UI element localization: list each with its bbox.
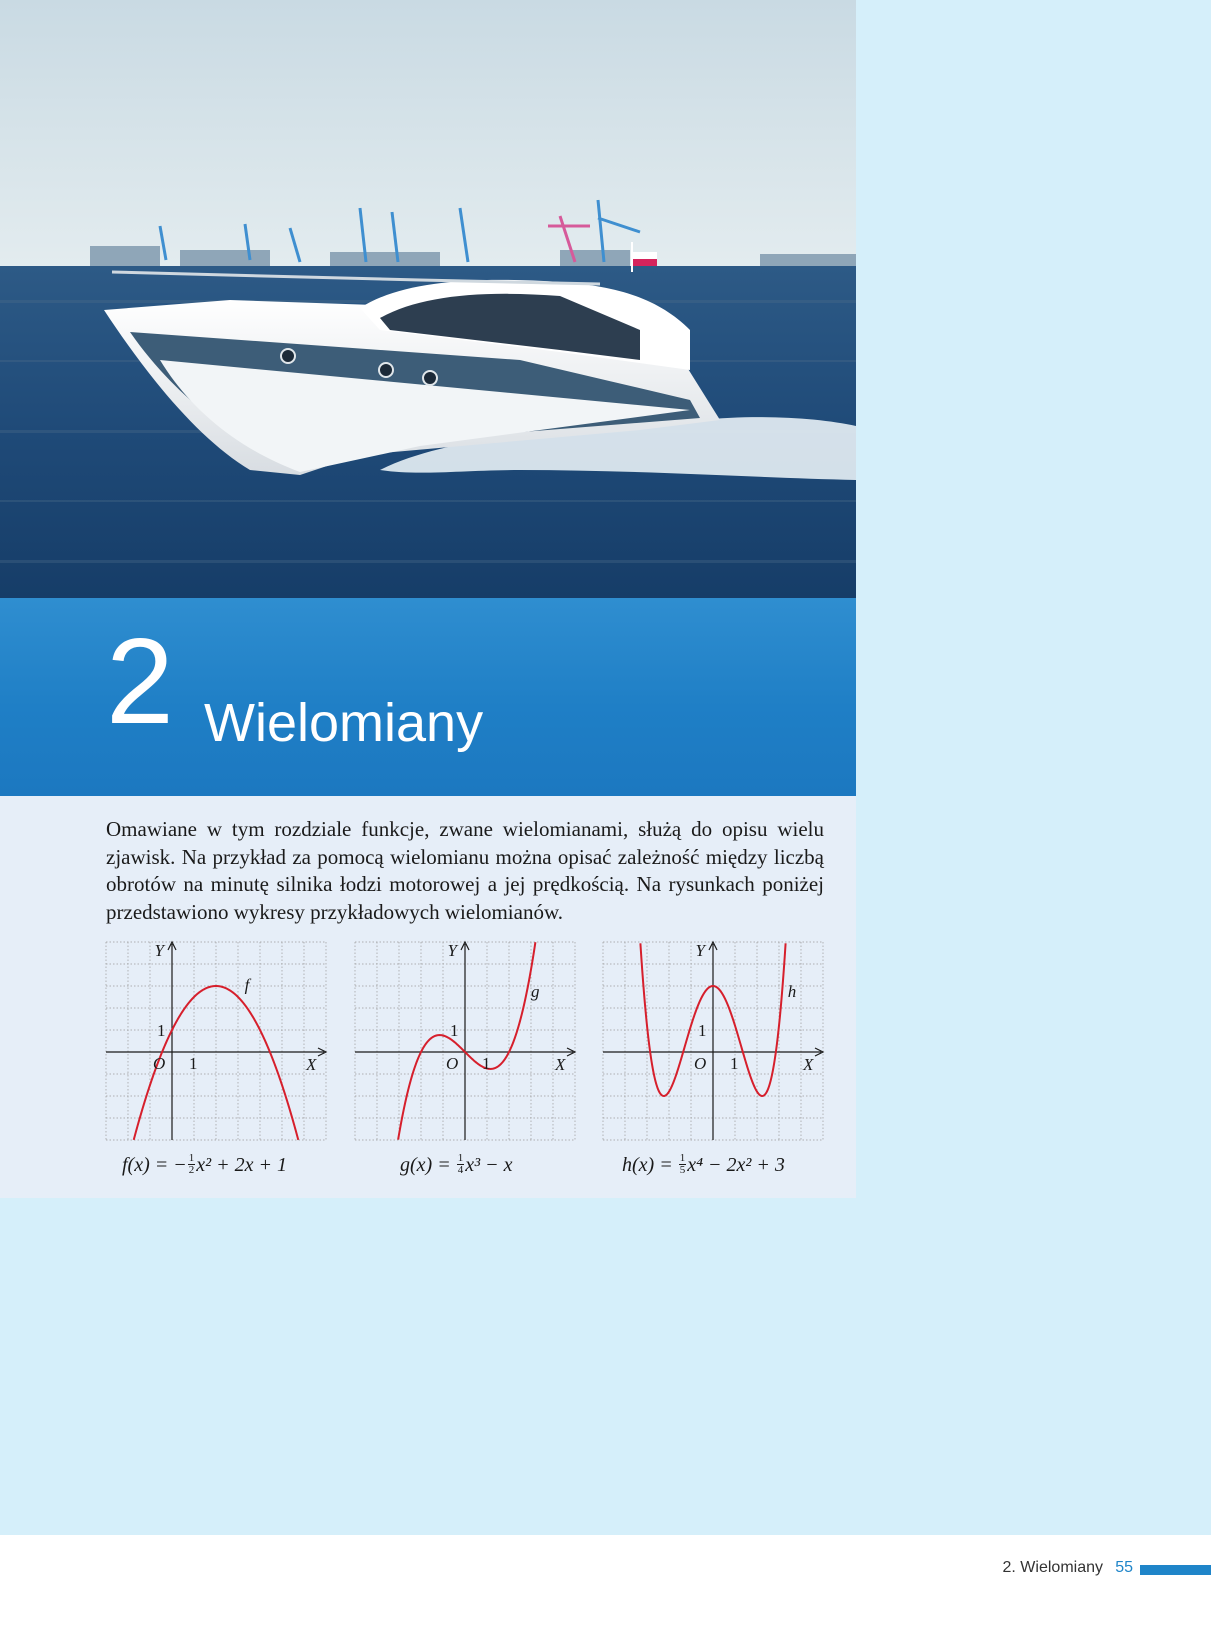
graph-f-origin-label: O	[153, 1054, 166, 1073]
formula-h-rhs: x⁴ − 2x² + 3	[687, 1154, 785, 1176]
formula-f-rhs: x² + 2x + 1	[196, 1154, 287, 1176]
formula-h-denominator: 5	[679, 1163, 686, 1176]
graph-f-x-label: X	[306, 1055, 317, 1074]
formula-f	[122, 1151, 287, 1178]
graph-h-x-tick-1: 1	[730, 1054, 739, 1073]
graph-h-y-label: Y	[695, 941, 705, 960]
chapter-photo-motorboat	[0, 0, 856, 598]
graph-g-curve-label: g	[531, 982, 540, 1001]
formula-f-lhs: f(x) = −	[122, 1154, 187, 1176]
graph-h-curve-label: h	[787, 982, 797, 1001]
graph-h-origin-label: O	[694, 1054, 707, 1073]
graph-g-origin-label: O	[446, 1054, 459, 1073]
chapter-title: Wielomiany	[204, 693, 484, 753]
page-number: 55	[1115, 1559, 1133, 1576]
graph-g	[355, 942, 575, 1140]
graph-h	[603, 942, 823, 1140]
graph-h-y-tick-1: 1	[698, 1021, 707, 1040]
graph-f-x-tick-1: 1	[189, 1054, 198, 1073]
graph-f-curve-label: f	[244, 975, 250, 995]
intro-box	[0, 796, 856, 1198]
graph-h-x-label: X	[803, 1055, 814, 1074]
graph-g-x-tick-1: 1	[482, 1054, 491, 1073]
formula-f-fraction	[188, 1153, 196, 1176]
graph-f	[106, 942, 326, 1140]
formula-g-numerator: 1	[457, 1151, 464, 1164]
formula-g-fraction	[457, 1153, 465, 1176]
graph-g-curve	[398, 942, 535, 1139]
graph-g-x-label: X	[555, 1055, 566, 1074]
graph-f-grid	[106, 942, 326, 1140]
graph-f-y-label: Y	[154, 941, 164, 960]
formula-g-rhs: x³ − x	[465, 1154, 513, 1176]
formula-g-lhs: g(x) =	[400, 1154, 456, 1176]
formula-f-numerator: 1	[188, 1151, 195, 1164]
formula-h-fraction	[679, 1153, 687, 1176]
footer-accent-bar	[1140, 1565, 1211, 1575]
formula-f-denominator: 2	[188, 1163, 195, 1176]
formula-g	[400, 1151, 513, 1178]
page-footer	[0, 1535, 1211, 1625]
formula-g-denominator: 4	[457, 1163, 464, 1176]
chapter-title-band	[0, 598, 856, 796]
graph-g-y-tick-1: 1	[450, 1021, 459, 1040]
graph-f-y-tick-1: 1	[157, 1021, 166, 1040]
formula-h-lhs: h(x) =	[622, 1154, 678, 1176]
chapter-number: 2	[106, 613, 174, 749]
formula-h-numerator: 1	[679, 1151, 686, 1164]
graph-g-y-label: Y	[447, 941, 457, 960]
formula-h	[622, 1151, 785, 1178]
footer-chapter-title: 2. Wielomiany	[1002, 1559, 1103, 1576]
intro-paragraph: Omawiane w tym rozdziale funkcje, zwane wielomianami, służą do opisu wielu zjawisk. Na przykład za pomocą wielomianu można opisać zależność między liczbą obrotów na minutę silnika łodzi motorowej a jej prędkością. Na rysunkach poniżej przedstawiono wykresy przykładowych wielomianów.	[106, 817, 824, 924]
